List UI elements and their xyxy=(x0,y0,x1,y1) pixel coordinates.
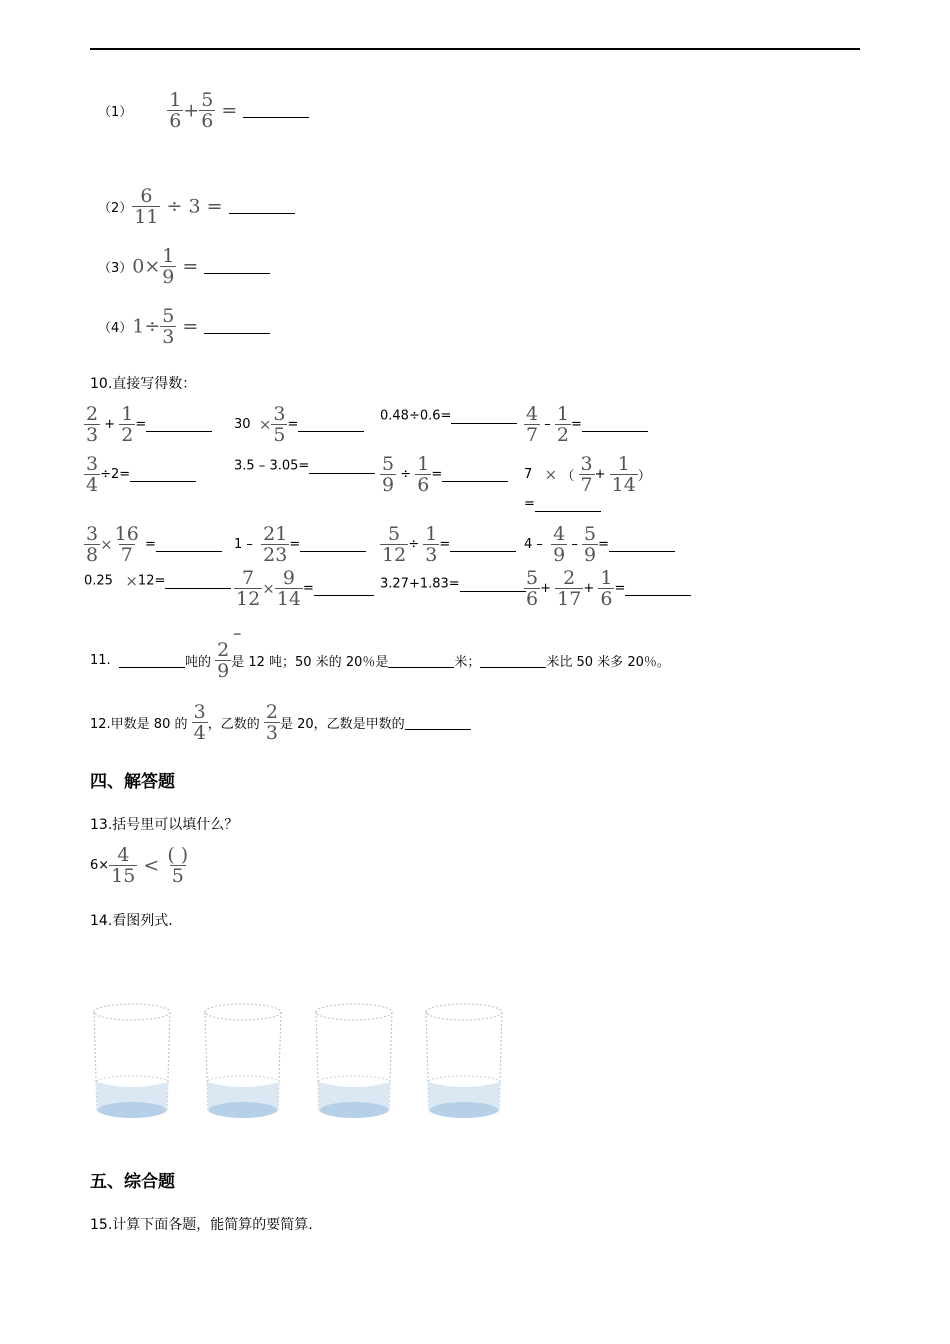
q12: 12.甲数是 80 的 $\frac{3}{4}$ ，乙数的 $\frac{2}{3}$ 是 20，乙数是甲数的 xyxy=(90,702,471,743)
water-glass-icon xyxy=(89,1000,175,1124)
answer-blank[interactable] xyxy=(309,459,375,474)
fraction-6-11: $\frac{6}{11}$ xyxy=(134,185,159,228)
q10-item: $\frac{3}{4}$ ÷2= xyxy=(84,454,196,495)
q11-text: 米； xyxy=(454,655,481,670)
q10-item: 30 × $\frac{3}{5}$ = xyxy=(234,404,364,445)
q10-item: $\frac{2}{3}$ + $\frac{1}{2}$ = xyxy=(84,404,212,445)
q10-item: 0.25 ×12= xyxy=(84,572,231,590)
answer-blank[interactable] xyxy=(119,653,185,668)
q9-part-1: （1） $\frac{1}{6}$ + $\frac{5}{6}$ = xyxy=(98,90,309,131)
answer-blank[interactable] xyxy=(298,417,364,432)
answer-blank[interactable] xyxy=(146,417,212,432)
q10-item: 4 – $\frac{4}{9}$ – $\frac{5}{9}$ = xyxy=(524,524,675,565)
q10-item: $\frac{4}{7}$ – $\frac{1}{2}$ = xyxy=(524,404,648,445)
part-label: （4） xyxy=(98,321,133,336)
section-heading-4: 四、解答题 xyxy=(90,772,175,792)
q13-expression: 6× $\frac{4}{15}$ < $\frac{( )}{5}$ xyxy=(90,844,189,887)
answer-blank[interactable] xyxy=(480,653,546,668)
q9-part-3: （3）0× $\frac{1}{9}$ = xyxy=(98,246,270,287)
fraction-1-9: $\frac{1}{9}$ xyxy=(162,245,175,288)
answer-blank[interactable] xyxy=(451,409,517,424)
q10-item: 0.48÷0.6= xyxy=(380,408,517,424)
fraction-5-3: $\frac{5}{3}$ xyxy=(162,305,175,348)
q10-item: $\frac{5}{9}$ ÷ $\frac{1}{6}$ = xyxy=(380,454,508,495)
q11-number: 11. xyxy=(90,653,111,668)
q13-title: 13.括号里可以填什么？ xyxy=(90,817,239,833)
answer-blank[interactable] xyxy=(229,199,295,214)
answer-blank[interactable] xyxy=(130,467,196,482)
q13-prefix: 6× xyxy=(90,858,110,873)
part-label: （1） xyxy=(98,105,133,120)
water-glass-icon xyxy=(200,1000,286,1124)
answer-blank[interactable] xyxy=(314,581,374,596)
q11-text: 是 12 吨；50 米的 20％是 xyxy=(231,655,389,670)
answer-blank[interactable] xyxy=(405,715,471,730)
q9-part-2: （2） $\frac{6}{11}$ ÷ 3 = xyxy=(98,186,295,227)
answer-blank[interactable] xyxy=(450,537,516,552)
q11-text: 吨的 xyxy=(184,655,211,670)
q15-title: 15.计算下面各题，能简算的要简算. xyxy=(90,1217,313,1233)
q10-item: 7 × （ $\frac{3}{7}$ + $\frac{1}{14}$ ） xyxy=(524,453,651,496)
q10-item: $\frac{7}{12}$ × $\frac{9}{14}$ = xyxy=(234,568,374,609)
answer-blank[interactable] xyxy=(625,581,691,596)
q12-text: 是 20，乙数是甲数的 xyxy=(279,717,405,732)
q10-item-cont: = xyxy=(524,496,601,512)
answer-blank[interactable] xyxy=(204,319,270,334)
q10-item: $\frac{5}{6}$ + $\frac{2}{17}$ + $\frac{1}{6}$ = xyxy=(524,568,691,609)
q10-item: $\frac{5}{12}$ ÷ $\frac{1}{3}$ = xyxy=(380,524,516,565)
water-glass-icon xyxy=(311,1000,397,1124)
answer-blank[interactable] xyxy=(388,653,454,668)
answer-blank[interactable] xyxy=(165,574,231,589)
answer-blank[interactable] xyxy=(609,537,675,552)
part-label: （2） xyxy=(98,201,133,216)
answer-blank[interactable] xyxy=(442,467,508,482)
q10-item: 1 – $\frac{21}{23}$ = xyxy=(234,524,366,565)
fraction-1-6: $\frac{1}{6}$ xyxy=(169,89,182,132)
water-glass-icon xyxy=(421,1000,507,1124)
q14-title: 14.看图列式. xyxy=(90,913,173,929)
q12-text: 12.甲数是 80 的 xyxy=(90,717,188,732)
q11-text: 米比 50 米多 20％。 xyxy=(546,655,670,670)
q10-item: 3.5 – 3.05= xyxy=(234,458,375,474)
header-rule xyxy=(90,48,860,50)
q11: 11. 吨的 $\frac{2}{9}$ 是 12 吨；50 米的 20％是 米； 米比 50 米多 20％。 xyxy=(90,639,670,682)
answer-blank[interactable] xyxy=(460,577,526,592)
answer-blank[interactable] xyxy=(535,497,601,512)
section-heading-5: 五、综合题 xyxy=(90,1172,175,1192)
answer-blank[interactable] xyxy=(582,417,648,432)
answer-blank[interactable] xyxy=(204,259,270,274)
q10-title: 10.直接写得数： xyxy=(90,376,197,392)
answer-blank[interactable] xyxy=(156,537,222,552)
q10-item-cont: _ xyxy=(234,620,241,636)
q9-part-4: （4）1÷ $\frac{5}{3}$ = xyxy=(98,306,270,347)
q12-text: ，乙数的 xyxy=(207,717,260,732)
q10-item: 3.27+1.83= xyxy=(380,576,526,592)
q10-item: $\frac{3}{8}$ × $\frac{16}{7}$ = xyxy=(84,524,222,565)
answer-blank[interactable] xyxy=(300,537,366,552)
answer-blank[interactable] xyxy=(243,103,309,118)
part-label: （3） xyxy=(98,261,133,276)
fraction-5-6: $\frac{5}{6}$ xyxy=(201,89,214,132)
